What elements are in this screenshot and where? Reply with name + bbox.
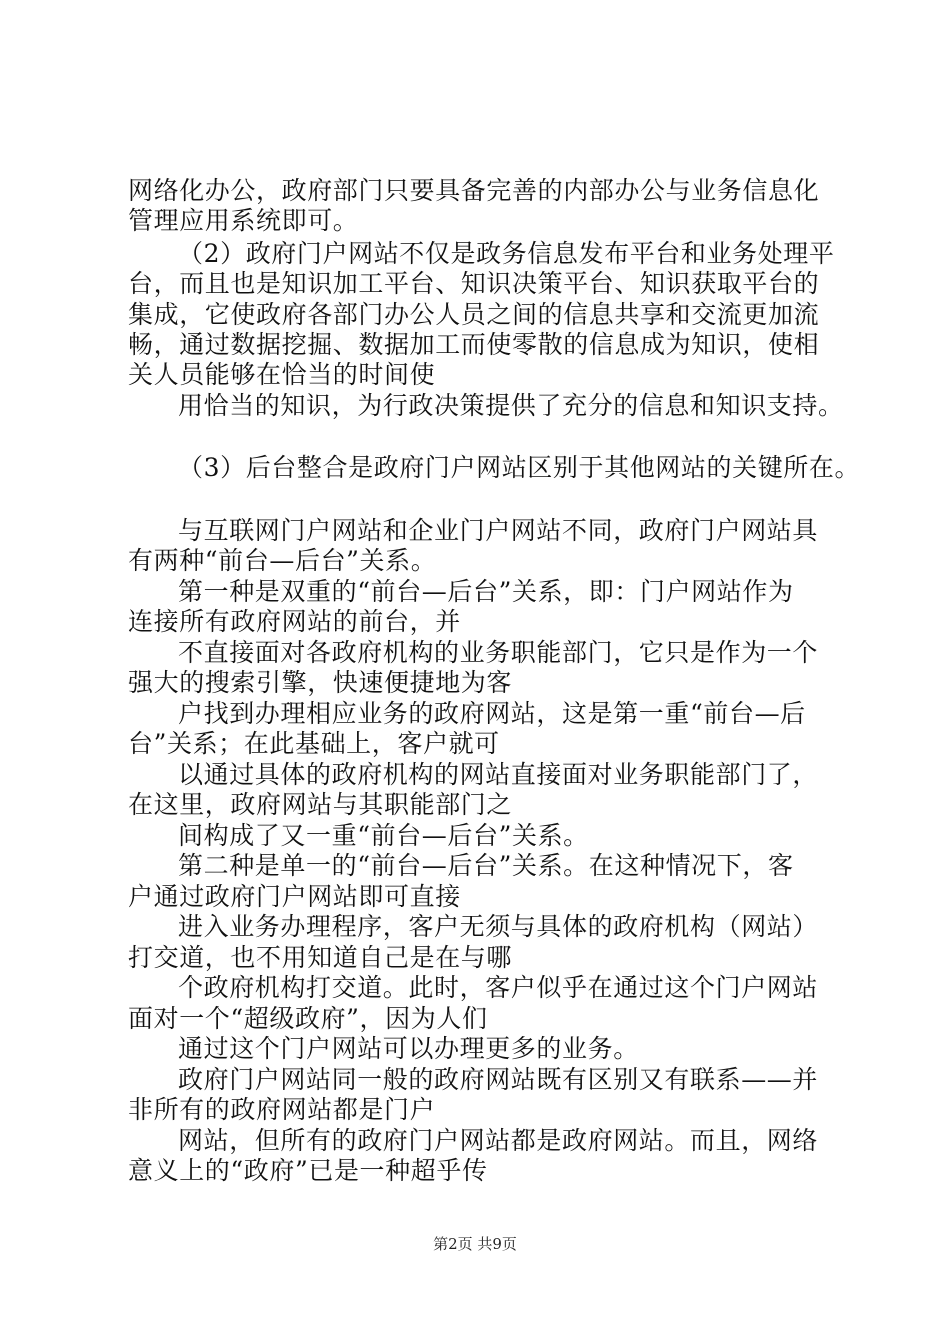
text-line: 不直接面对各政府机构的业务职能部门，它只是作为一个 <box>178 638 819 667</box>
text-line: 在这里，政府网站与其职能部门之 <box>128 790 513 819</box>
text-line: 打交道，也不用知道自己是在与哪 <box>128 943 513 972</box>
text-line: 进入业务办理程序，客户无须与具体的政府机构（网站） <box>178 912 819 941</box>
text-line: 户通过政府门户网站即可直接 <box>128 882 461 911</box>
text-line: （2）政府门户网站不仅是政务信息发布平台和业务处理平 <box>178 239 835 268</box>
text-line: 管理应用系统即可。 <box>128 206 359 235</box>
text-line: 集成，它使政府各部门办公人员之间的信息共享和交流更加流 <box>128 300 820 329</box>
text-line: 意义上的“政府”已是一种超乎传 <box>128 1156 488 1185</box>
text-line: 第二种是单一的“前台—后台”关系。在这种情况下，客 <box>178 851 794 880</box>
text-line: 台，而且也是知识加工平台、知识决策平台、知识获取平台的 <box>128 269 820 298</box>
text-line: 台”关系；在此基础上，客户就可 <box>128 729 500 758</box>
text-line: 网站，但所有的政府门户网站都是政府网站。而且，网络 <box>178 1126 819 1155</box>
text-line: 网络化办公，政府部门只要具备完善的内部办公与业务信息化 <box>128 176 820 205</box>
text-line: 户找到办理相应业务的政府网站，这是第一重“前台—后 <box>178 699 806 728</box>
text-line: 畅，通过数据挖掘、数据加工而使零散的信息成为知识，使相 <box>128 330 820 359</box>
text-line: 连接所有政府网站的前台，并 <box>128 607 461 636</box>
text-line: 政府门户网站同一般的政府网站既有区别又有联系——并 <box>178 1065 819 1094</box>
text-line: 关人员能够在恰当的时间使 <box>128 360 436 389</box>
text-line: （3）后台整合是政府门户网站区别于其他网站的关键所在。 <box>178 453 861 482</box>
text-line: 用恰当的知识，为行政决策提供了充分的信息和知识支持。 <box>178 391 844 420</box>
text-line: 与互联网门户网站和企业门户网站不同，政府门户网站具 <box>178 516 819 545</box>
text-line: 有两种“前台—后台”关系。 <box>128 546 437 575</box>
text-line: 间构成了又一重“前台—后台”关系。 <box>178 821 589 850</box>
text-line: 个政府机构打交道。此时，客户似乎在通过这个门户网站 <box>178 973 819 1002</box>
text-line: 强大的搜索引擎，快速便捷地为客 <box>128 668 513 697</box>
text-line: 通过这个门户网站可以办理更多的业务。 <box>178 1034 639 1063</box>
text-line: 以通过具体的政府机构的网站直接面对业务职能部门了， <box>178 760 819 789</box>
text-line: 第一种是双重的“前台—后台”关系，即：门户网站作为 <box>178 577 794 606</box>
text-line: 非所有的政府网站都是门户 <box>128 1095 436 1124</box>
page-number-footer: 第2页 共9页 <box>433 1235 517 1253</box>
text-line: 面对一个“超级政府”，因为人们 <box>128 1004 488 1033</box>
